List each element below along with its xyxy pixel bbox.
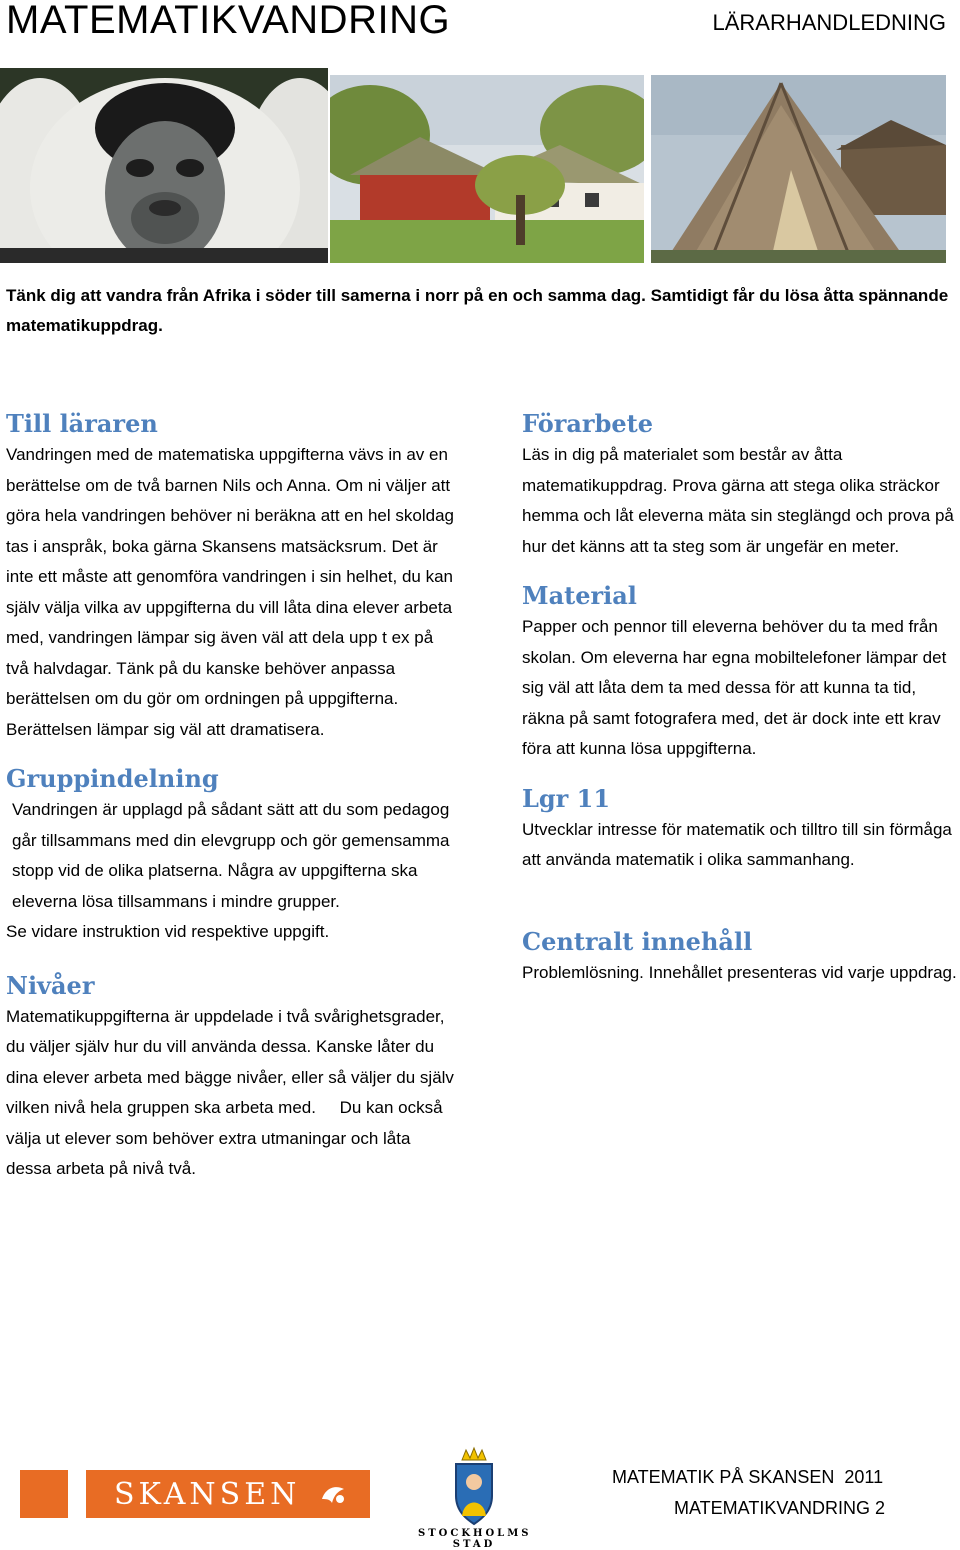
skansen-logo-text: SKANSEN [114, 1477, 301, 1512]
intro-text: Tänk dig att vandra från Afrika i söder till samerna i norr på en och samma dag. Samtidigt får du lösa åtta spännande matematikuppdrag. [6, 286, 949, 335]
gruppindelning-text: Vandringen är upplagd på sådant sätt att du som pedagog går tillsammans med din elevgrupp och gör gemensamma stopp vid de olika platserna. Några av uppgifterna ska eleverna lösa tillsammans i mindre grupper. [12, 800, 450, 911]
lgr11-text: Utvecklar intresse för matematik och tilltro till sin förmåga att använda matematik i olika sammanhang. [522, 819, 952, 869]
centralt-innehall-text: Problemlösning. Innehållet presenteras vid varje uppdrag. [522, 962, 957, 982]
heading-till-lararen: Till läraren [6, 409, 158, 438]
skansen-bird-icon [318, 1479, 348, 1509]
seal-text: STOCKHOLMS STAD [418, 1528, 532, 1550]
forarbete-text: Läs in dig på materialet som består av åtta matematikuppdrag. Prova gärna att stega olika sträckor hemma och låt eleverna mäta sin steglängd och prova på hur det känns att ta steg som är ungefär en meter. [522, 445, 954, 556]
skansen-logo-square [20, 1470, 68, 1518]
page-title: MATEMATIKVANDRING [6, 0, 451, 42]
heading-material: Material [522, 581, 637, 610]
heading-nivaer: Nivåer [6, 970, 95, 1000]
heading-lgr11: Lgr 11 [522, 783, 611, 813]
footer-line-1: MATEMATIK PÅ SKANSEN 2011 [612, 1467, 884, 1487]
nivaer-text: Matematikuppgifterna är uppdelade i två svårighetsgrader, du väljer själv hur du vill använda dessa. Kanske låter du dina elever arbeta med bägge nivåer, eller så väljer du själv vilken nivå hela gruppen ska arbeta med. Du kan också välja ut elever som behöver extra utmaningar och låta dessa arbeta på nivå två. [6, 1006, 459, 1178]
heading-gruppindelning: Gruppindelning [6, 764, 219, 793]
hut-photo [651, 75, 946, 263]
monkey-photo [0, 68, 328, 263]
heading-forarbete: Förarbete [522, 409, 653, 438]
document-type-label: LÄRARHANDLEDNING [712, 10, 946, 35]
skansen-logo [86, 1470, 370, 1518]
gruppindelning-instruction: Se vidare instruktion vid respektive uppgift. [6, 922, 330, 941]
stockholms-stad-seal [418, 1432, 532, 1550]
till-lararen-text: Vandringen med de matematiska uppgifterna vävs in av en berättelse om de två barnen Nils och Anna. Om ni väljer att göra hela vandringen behöver ni beräkna att en hel skoldag tas i anspråk, boka gärna Skansens matsäcksrum. Det är inte ett måste att genomföra vandringen i sin helhet, du kan själv välja vilka av uppgifterna du vill låta dina elever arbeta med, vandringen lämpar sig även väl att dela upp t ex på två halvdagar. Tänk på du kanske behöver anpassa berättelsen om du gör om ordningen på uppgifterna. Berättelsen lämpar sig väl att dramatisera. [6, 445, 454, 739]
right-column [522, 408, 958, 988]
farmhouse-photo [330, 75, 644, 263]
left-column [6, 408, 459, 1185]
material-text: Papper och pennor till eleverna behöver du ta med från skolan. Om eleverna har egna mobiltelefoner lämpar det sig väl att låta dem ta med dessa för att kunna ta tid, räkna på samt fotografera med, det är dock inte ett krav föra att kunna lösa uppgifterna. [522, 617, 947, 758]
heading-centralt-innehall: Centralt innehåll [522, 926, 753, 956]
footer-line-2: MATEMATIKVANDRING 2 [674, 1498, 886, 1518]
